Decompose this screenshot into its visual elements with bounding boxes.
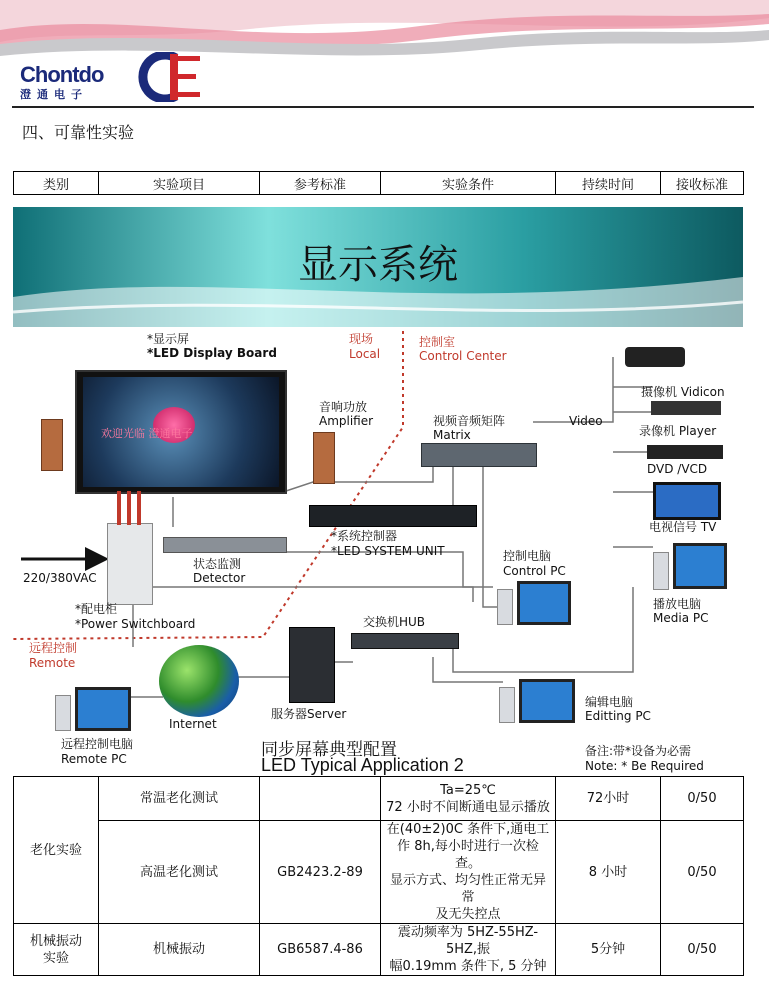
editing-pc-label-cn: 编辑电脑: [585, 695, 634, 709]
dvd-label: DVD /VCD: [647, 462, 708, 476]
speaker-left-icon: [41, 419, 63, 471]
video-label: Video: [569, 414, 603, 428]
hub-device-icon: [351, 633, 459, 649]
screen-text: 欢迎光临 澄通电子: [101, 427, 193, 440]
led-system-diagram: [13, 207, 743, 775]
category-line: 机械振动: [29, 933, 82, 949]
remote-label-en: Remote: [29, 656, 76, 670]
diagram-caption-en: LED Typical Application 2: [261, 755, 464, 775]
cell-category-vibration: [14, 924, 99, 976]
cell-duration: 8 小时: [556, 821, 661, 924]
internet-globe-icon: [159, 645, 239, 717]
control-pc-label-cn: 控制电脑: [503, 549, 552, 563]
cell-condition: [381, 821, 556, 924]
control-pc-monitor-icon: [517, 581, 571, 625]
server-tower-icon: [289, 627, 335, 703]
cell-item: 机械振动: [99, 924, 260, 976]
cell-category-aging: 老化实验: [14, 777, 99, 924]
cell-condition: [381, 924, 556, 976]
dvd-icon: [647, 445, 723, 459]
control-center-label-cn: 控制室: [419, 335, 456, 349]
local-label-en: Local: [349, 347, 381, 361]
vidicon-label: 摄像机 Vidicon: [641, 385, 725, 399]
table-row: [14, 777, 744, 821]
cell-standard: [260, 777, 381, 821]
matrix-device-icon: [421, 443, 537, 467]
header-rule: [12, 106, 754, 108]
cell-accept: 0/50: [661, 777, 744, 821]
table-row: [14, 821, 744, 924]
control-pc-tower-icon: [497, 589, 513, 625]
editing-pc-monitor-icon: [519, 679, 575, 723]
company-logo-mark: [136, 52, 202, 102]
condition-line: 幅0.19mm 条件下, 5 分钟: [389, 959, 547, 974]
cell-item: 常温老化测试: [99, 777, 260, 821]
system-unit-label-en: *LED SYSTEM UNIT: [331, 544, 445, 558]
col-header-accept: 接收标准: [661, 172, 744, 195]
condition-line: 在(40±2)0C 条件下,通电工: [386, 822, 550, 837]
diagram-banner-title: 显示系统: [298, 242, 458, 288]
condition-line: 显示方式、均匀性正常无异常: [389, 873, 546, 905]
system-unit-label-cn: *系统控制器: [331, 529, 398, 543]
matrix-label-en: Matrix: [433, 428, 471, 442]
cell-accept: 0/50: [661, 924, 744, 976]
cell-duration: 5分钟: [556, 924, 661, 976]
reliability-table-header: [13, 171, 744, 195]
hub-label: 交换机HUB: [363, 615, 426, 629]
display-label-en: *LED Display Board: [147, 346, 277, 360]
company-logo-text: Chontdo: [20, 62, 104, 87]
condition-line: 震动频率为 5HZ-55HZ-5HZ,振: [397, 925, 539, 957]
cell-item: 高温老化测试: [99, 821, 260, 924]
col-header-item: 实验项目: [99, 172, 260, 195]
detector-label-en: Detector: [193, 571, 246, 585]
vidicon-icon: [625, 347, 685, 367]
condition-line: 作 8h,每小时进行一次检查。: [397, 839, 539, 871]
switchboard-label-cn: *配电柜: [75, 602, 118, 616]
internet-label: Internet: [169, 717, 217, 731]
cell-standard: GB6587.4-86: [260, 924, 381, 976]
note-label-en: Note: * Be Required: [585, 759, 704, 773]
col-header-condition: 实验条件: [381, 172, 556, 195]
amplifier-label-en: Amplifier: [319, 414, 374, 428]
col-header-category: 类别: [14, 172, 99, 195]
editing-pc-tower-icon: [499, 687, 515, 723]
control-center-label-en: Control Center: [419, 349, 507, 363]
condition-line: 及无失控点: [435, 907, 501, 922]
media-pc-tower-icon: [653, 552, 669, 590]
reliability-table-body: [13, 776, 744, 976]
detector-device-icon: [163, 537, 287, 553]
cell-accept: 0/50: [661, 821, 744, 924]
switchboard-label-en: *Power Switchboard: [75, 617, 196, 631]
matrix-label-cn: 视频音频矩阵: [433, 414, 506, 428]
remote-pc-tower-icon: [55, 695, 71, 731]
speaker-right-icon: [313, 432, 335, 484]
media-pc-monitor-icon: [673, 543, 727, 589]
remote-pc-label-en: Remote PC: [61, 752, 127, 766]
category-line: 实验: [42, 950, 69, 966]
detector-label-cn: 状态监测: [193, 557, 242, 571]
diagram-caption-cn: 同步屏幕典型配置: [261, 740, 397, 760]
header-wave: [0, 0, 769, 62]
col-header-duration: 持续时间: [556, 172, 661, 195]
note-label-cn: 备注:带*设备为必需: [585, 744, 692, 758]
switchboard-cabinet-icon: [107, 523, 153, 605]
display-label-cn: *显示屏: [147, 332, 190, 346]
remote-label-cn: 远程控制: [29, 641, 78, 655]
tv-label: 电视信号 TV: [649, 520, 717, 534]
control-pc-label-en: Control PC: [503, 564, 566, 578]
led-display-board: [75, 370, 287, 494]
cell-duration: 72小时: [556, 777, 661, 821]
editing-pc-label-en: Editting PC: [585, 709, 651, 723]
local-label-cn: 现场: [349, 332, 374, 346]
media-pc-label-cn: 播放电脑: [653, 597, 702, 611]
condition-line: 72 小时不间断通电显示播放: [386, 799, 550, 815]
player-icon: [651, 401, 721, 415]
cell-standard: GB2423.2-89: [260, 821, 381, 924]
server-label: 服务器Server: [271, 707, 347, 721]
condition-line: Ta=25℃: [440, 782, 496, 798]
system-unit-icon: [309, 505, 477, 527]
remote-pc-monitor-icon: [75, 687, 131, 731]
amplifier-label-cn: 音响功放: [319, 400, 368, 414]
player-label: 录像机 Player: [639, 424, 717, 438]
remote-pc-label-cn: 远程控制电脑: [61, 737, 134, 751]
voltage-label: 220/380VAC: [23, 571, 97, 585]
table-row: [14, 924, 744, 976]
tv-icon: [653, 482, 721, 520]
col-header-standard: 参考标准: [260, 172, 381, 195]
company-logo-subtitle: 澄通电子: [20, 88, 88, 101]
cabinet-pillars: [117, 491, 121, 525]
section-title: 四、可靠性实验: [22, 123, 135, 142]
cell-condition: [381, 777, 556, 821]
media-pc-label-en: Media PC: [653, 611, 709, 625]
